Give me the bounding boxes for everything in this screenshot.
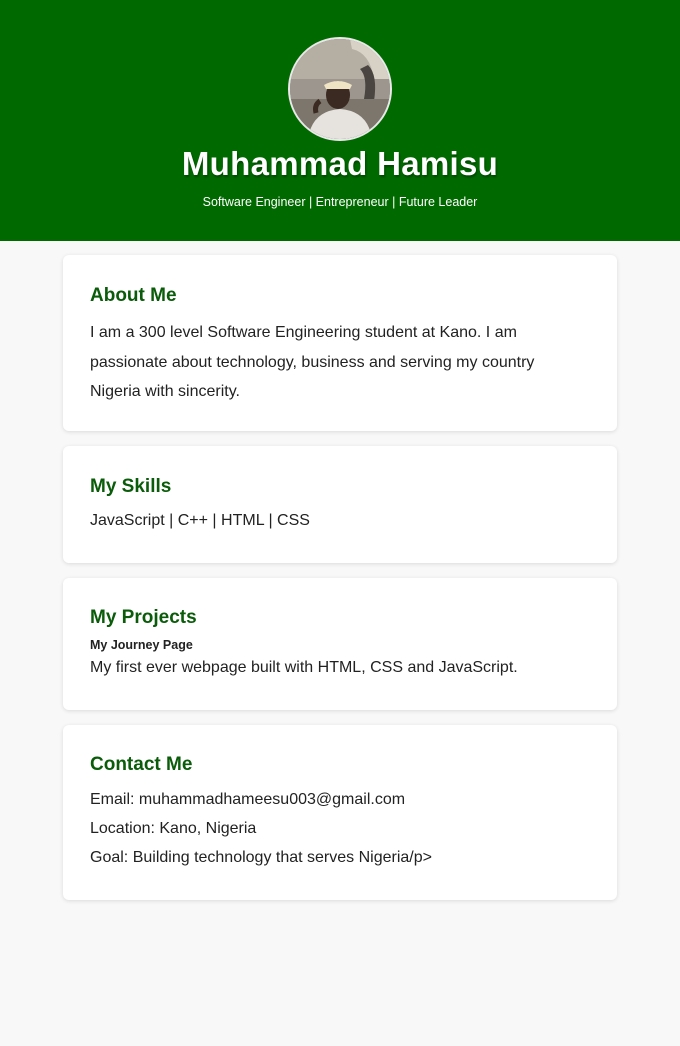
contact-goal: Goal: Building technology that serves Nigeria/p> [90,849,432,866]
project-description: My first ever webpage built with HTML, CSS and JavaScript. [90,659,518,676]
about-title: About Me [90,285,177,306]
skills-text: JavaScript | C++ | HTML | CSS [90,512,310,529]
contact-email: Email: muhammadhameesu003@gmail.com [90,791,406,808]
profile-header [0,0,680,241]
contact-title: Contact Me [90,754,193,775]
profile-tagline: Software Engineer | Entrepreneur | Future Leader [202,195,478,209]
about-card [63,255,617,431]
skills-card [63,446,617,563]
contact-location: Location: Kano, Nigeria [90,820,257,837]
profile-avatar [288,37,392,141]
about-text: I am a 300 level Software Engineering student at Kano. I am passionate about technology, business and serving my country Nigeria with sincerity. [90,324,535,400]
projects-card [63,578,617,710]
profile-name: Muhammad Hamisu [181,145,499,182]
contact-card [63,725,617,900]
skills-title: My Skills [90,476,172,497]
project-name: My Journey Page [90,638,193,652]
projects-title: My Projects [90,607,197,628]
